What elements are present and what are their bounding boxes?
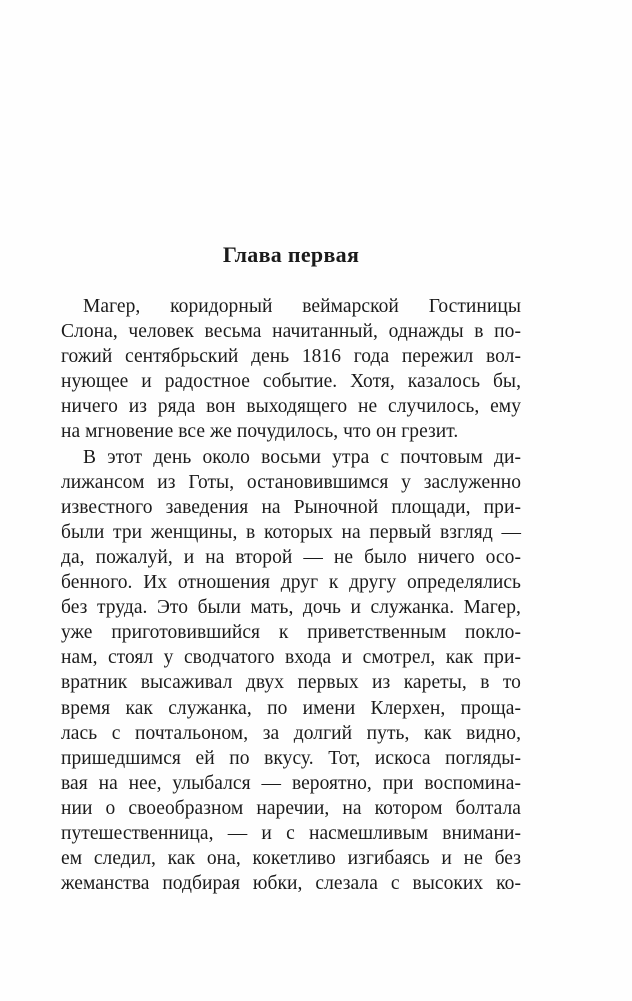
text-line: ничего из ряда вон выходящего не случилось, ему <box>61 396 521 418</box>
body-text <box>61 294 521 896</box>
text-line: без труда. Это были мать, дочь и служанка. Магер, <box>61 597 521 619</box>
text-line: вая на нее, улыбался — вероятно, при воспомина- <box>61 772 521 794</box>
text-line: путешественница, — и с насмешливым внимани- <box>61 822 521 844</box>
text-line: лась с почтальоном, за долгий путь, как видно, <box>61 722 521 744</box>
text-line: вратник высаживал двух первых из кареты, в то <box>61 672 521 694</box>
text-line: нии о своеобразном наречии, на котором болтала <box>61 797 521 819</box>
paragraph <box>61 294 521 445</box>
text-line: жеманства подбирая юбки, слезала с высоких ко- <box>61 873 521 895</box>
text-line: бенного. Их отношения друг к другу определялись <box>61 572 521 594</box>
text-line: время как служанка, по имени Клерхен, проща- <box>61 697 521 719</box>
paragraph <box>61 445 521 897</box>
text-line: на мгновение все же почудилось, что он грезит. <box>61 421 459 443</box>
text-line: нующее и радостное событие. Хотя, казалось бы, <box>61 371 521 393</box>
text-line: В этот день около восьми утра с почтовым ди- <box>83 446 521 468</box>
text-line: были три женщины, в которых на первый взгляд — <box>61 521 521 543</box>
text-line: гожий сентябрьский день 1816 года пережил вол- <box>61 346 521 368</box>
chapter-heading: Глава первая <box>222 242 360 267</box>
text-line: уже приготовившийся к приветственным покло- <box>61 622 521 644</box>
text-line: известного заведения на Рыночной площади, при- <box>61 496 521 518</box>
text-line: ем следил, как она, кокетливо изгибаясь и не без <box>61 848 521 870</box>
text-line: Слона, человек весьма начитанный, однажды в по- <box>61 321 521 343</box>
text-line: нам, стоял у сводчатого входа и смотрел, как при- <box>61 647 521 669</box>
text-line: да, пожалуй, и на второй — не было ничего осо- <box>61 546 521 568</box>
text-line: лижансом из Готы, остановившимся у заслуженно <box>61 471 521 493</box>
text-line: пришедшимся ей по вкусу. Тот, искоса погляды- <box>61 747 521 769</box>
page-content <box>61 242 521 896</box>
text-line: Магер, коридорный веймарской Гостиницы <box>83 296 521 317</box>
